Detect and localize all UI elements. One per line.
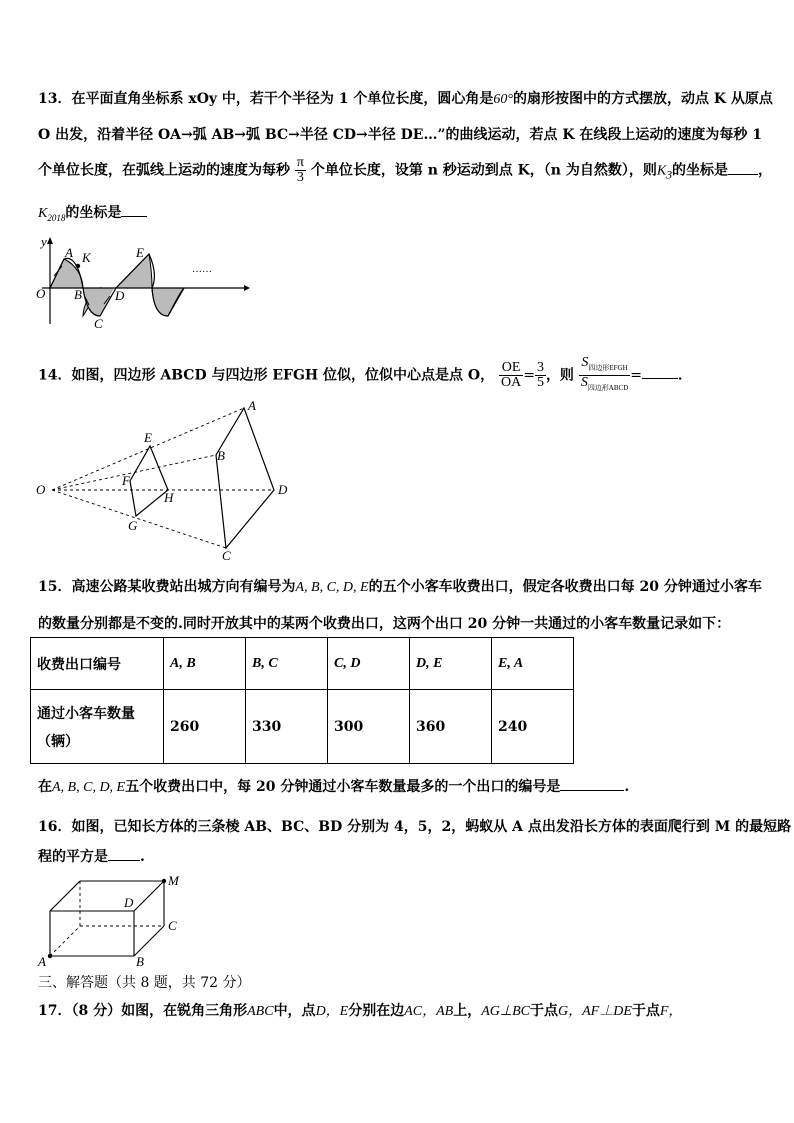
pair-cell: C, D: [328, 638, 410, 690]
toll-exit-table: [30, 637, 574, 764]
pi-over-3-fraction: $\frac{\pi}{3}$: [296, 155, 304, 185]
three-fifths: $\frac{3}{5}$: [536, 359, 544, 390]
q15-answer-blank[interactable]: [560, 776, 624, 791]
svg-text:A: A: [248, 398, 256, 413]
svg-text:M: M: [168, 873, 179, 888]
q16-line2: 程的平方是 .: [38, 846, 145, 866]
q14-answer-blank[interactable]: [642, 364, 678, 379]
svg-text:G: G: [128, 518, 138, 533]
svg-text:……: ……: [192, 264, 212, 275]
row-label-cell: 通过小客车数量 （辆）: [31, 690, 164, 764]
quad-efgh: [130, 446, 168, 516]
point-m: [162, 879, 166, 883]
point-k: [76, 264, 80, 268]
svg-text:B: B: [74, 287, 82, 302]
svg-text:C: C: [168, 918, 177, 933]
svg-text:F: F: [122, 473, 130, 488]
value-cell: 300: [328, 690, 410, 764]
svg-text:D: D: [278, 482, 288, 497]
q17-line: 17．（8 分）如图，在锐角三角形ABC中，点D，E分别在边AC，AB上，AG⊥BC于点G，AF⊥DE于点F，: [38, 1003, 683, 1019]
q15-line2: 的数量分别都是不变的.同时开放其中的某两个收费出口，这两个出口 20 分钟一共通过的小客车数量记录如下：: [38, 616, 731, 632]
q13-line1: 13．在平面直角坐标系 xOy 中，若干个半径为 1 个单位长度，圆心角是60°的扇形按图中的方式摆放，动点 K 从原点: [38, 91, 773, 107]
table-row: [31, 690, 574, 764]
svg-text:C: C: [94, 316, 103, 331]
q13-answer-blank-1[interactable]: [728, 160, 758, 175]
q16-cuboid-figure: [30, 872, 200, 968]
svg-text:D: D: [124, 895, 134, 910]
q14-line: 14．如图，四边形 ABCD 与四边形 EFGH 位似，位似中心点是点 O， $\frac{OE}{OA}$ = $\frac{3}{5}$ ，则 $\frac{S_{四边形EFGH}}{S_{四边形ABCD}}$ = ．: [38, 356, 692, 395]
svg-text:y: y: [41, 234, 47, 249]
q13-angle: 60°: [493, 92, 514, 107]
value-cell: 330: [246, 690, 328, 764]
svg-text:K: K: [82, 250, 91, 265]
point-a: [48, 954, 52, 958]
sector-1: [50, 259, 83, 288]
q14-homothety-figure: [30, 398, 300, 564]
q16-answer-blank[interactable]: [108, 846, 140, 861]
svg-text:E: E: [144, 430, 152, 445]
oe-over-oa: $\frac{OE}{OA}$: [500, 359, 522, 390]
q15-line1: 15．高速公路某收费站出城方向有编号为A, B, C, D, E的五个小客车收费出口，假定各收费出口每 20 分钟通过小客车: [38, 579, 762, 595]
svg-text:O: O: [36, 482, 46, 497]
pair-cell: E, A: [492, 638, 574, 690]
svg-text:O: O: [36, 286, 46, 301]
svg-text:C: C: [222, 548, 231, 563]
svg-text:A: A: [65, 245, 73, 260]
table-row: [31, 638, 574, 690]
q13-line2: O 出发，沿着半径 OA→弧 AB→弧 BC→半径 CD→半径 DE…”的曲线运动，若点 K 在线段上运动的速度为每秒 1: [38, 127, 763, 143]
value-cell: 360: [410, 690, 492, 764]
pair-cell: B, C: [246, 638, 328, 690]
svg-text:B: B: [217, 448, 225, 463]
q15-after: 在A, B, C, D, E五个收费出口中，每 20 分钟通过小客车数量最多的一个出口的编号是 .: [38, 776, 629, 796]
pair-cell: D, E: [410, 638, 492, 690]
svg-text:D: D: [115, 288, 125, 303]
svg-text:B: B: [136, 954, 144, 968]
q13-line3: 个单位长度，在弧线上运动的速度为每秒 $\frac{\pi}{3}$ 个单位长度，设第 n 秒运动到点 K，（n 为自然数），则$K_3$的坐标是 ，: [38, 155, 773, 185]
pair-cell: A, B: [164, 638, 246, 690]
value-cell: 260: [164, 690, 246, 764]
section-heading: 三、解答题（共 8 题，共 72 分）: [38, 975, 251, 991]
q16-line1: 16．如图，已知长方体的三条棱 AB、BC、BD 分别为 4，5，2，蚂蚁从 A 点出发沿长方体的表面爬行到 M 的最短路: [38, 819, 792, 835]
area-ratio: $\frac{S_{四边形EFGH}}{S_{四边形ABCD}}$: [580, 355, 629, 392]
value-cell: 240: [492, 690, 574, 764]
quad-abcd: [216, 408, 274, 548]
q13-line4: $K_{2018}$的坐标是: [38, 202, 147, 223]
table-header-cell: 收费出口编号: [31, 638, 164, 690]
q13-sector-figure: [32, 232, 252, 332]
svg-text:H: H: [164, 490, 174, 505]
q13-answer-blank-2[interactable]: [121, 202, 147, 217]
svg-text:A: A: [38, 954, 46, 968]
svg-text:E: E: [136, 245, 144, 260]
sector-4: [152, 288, 184, 316]
